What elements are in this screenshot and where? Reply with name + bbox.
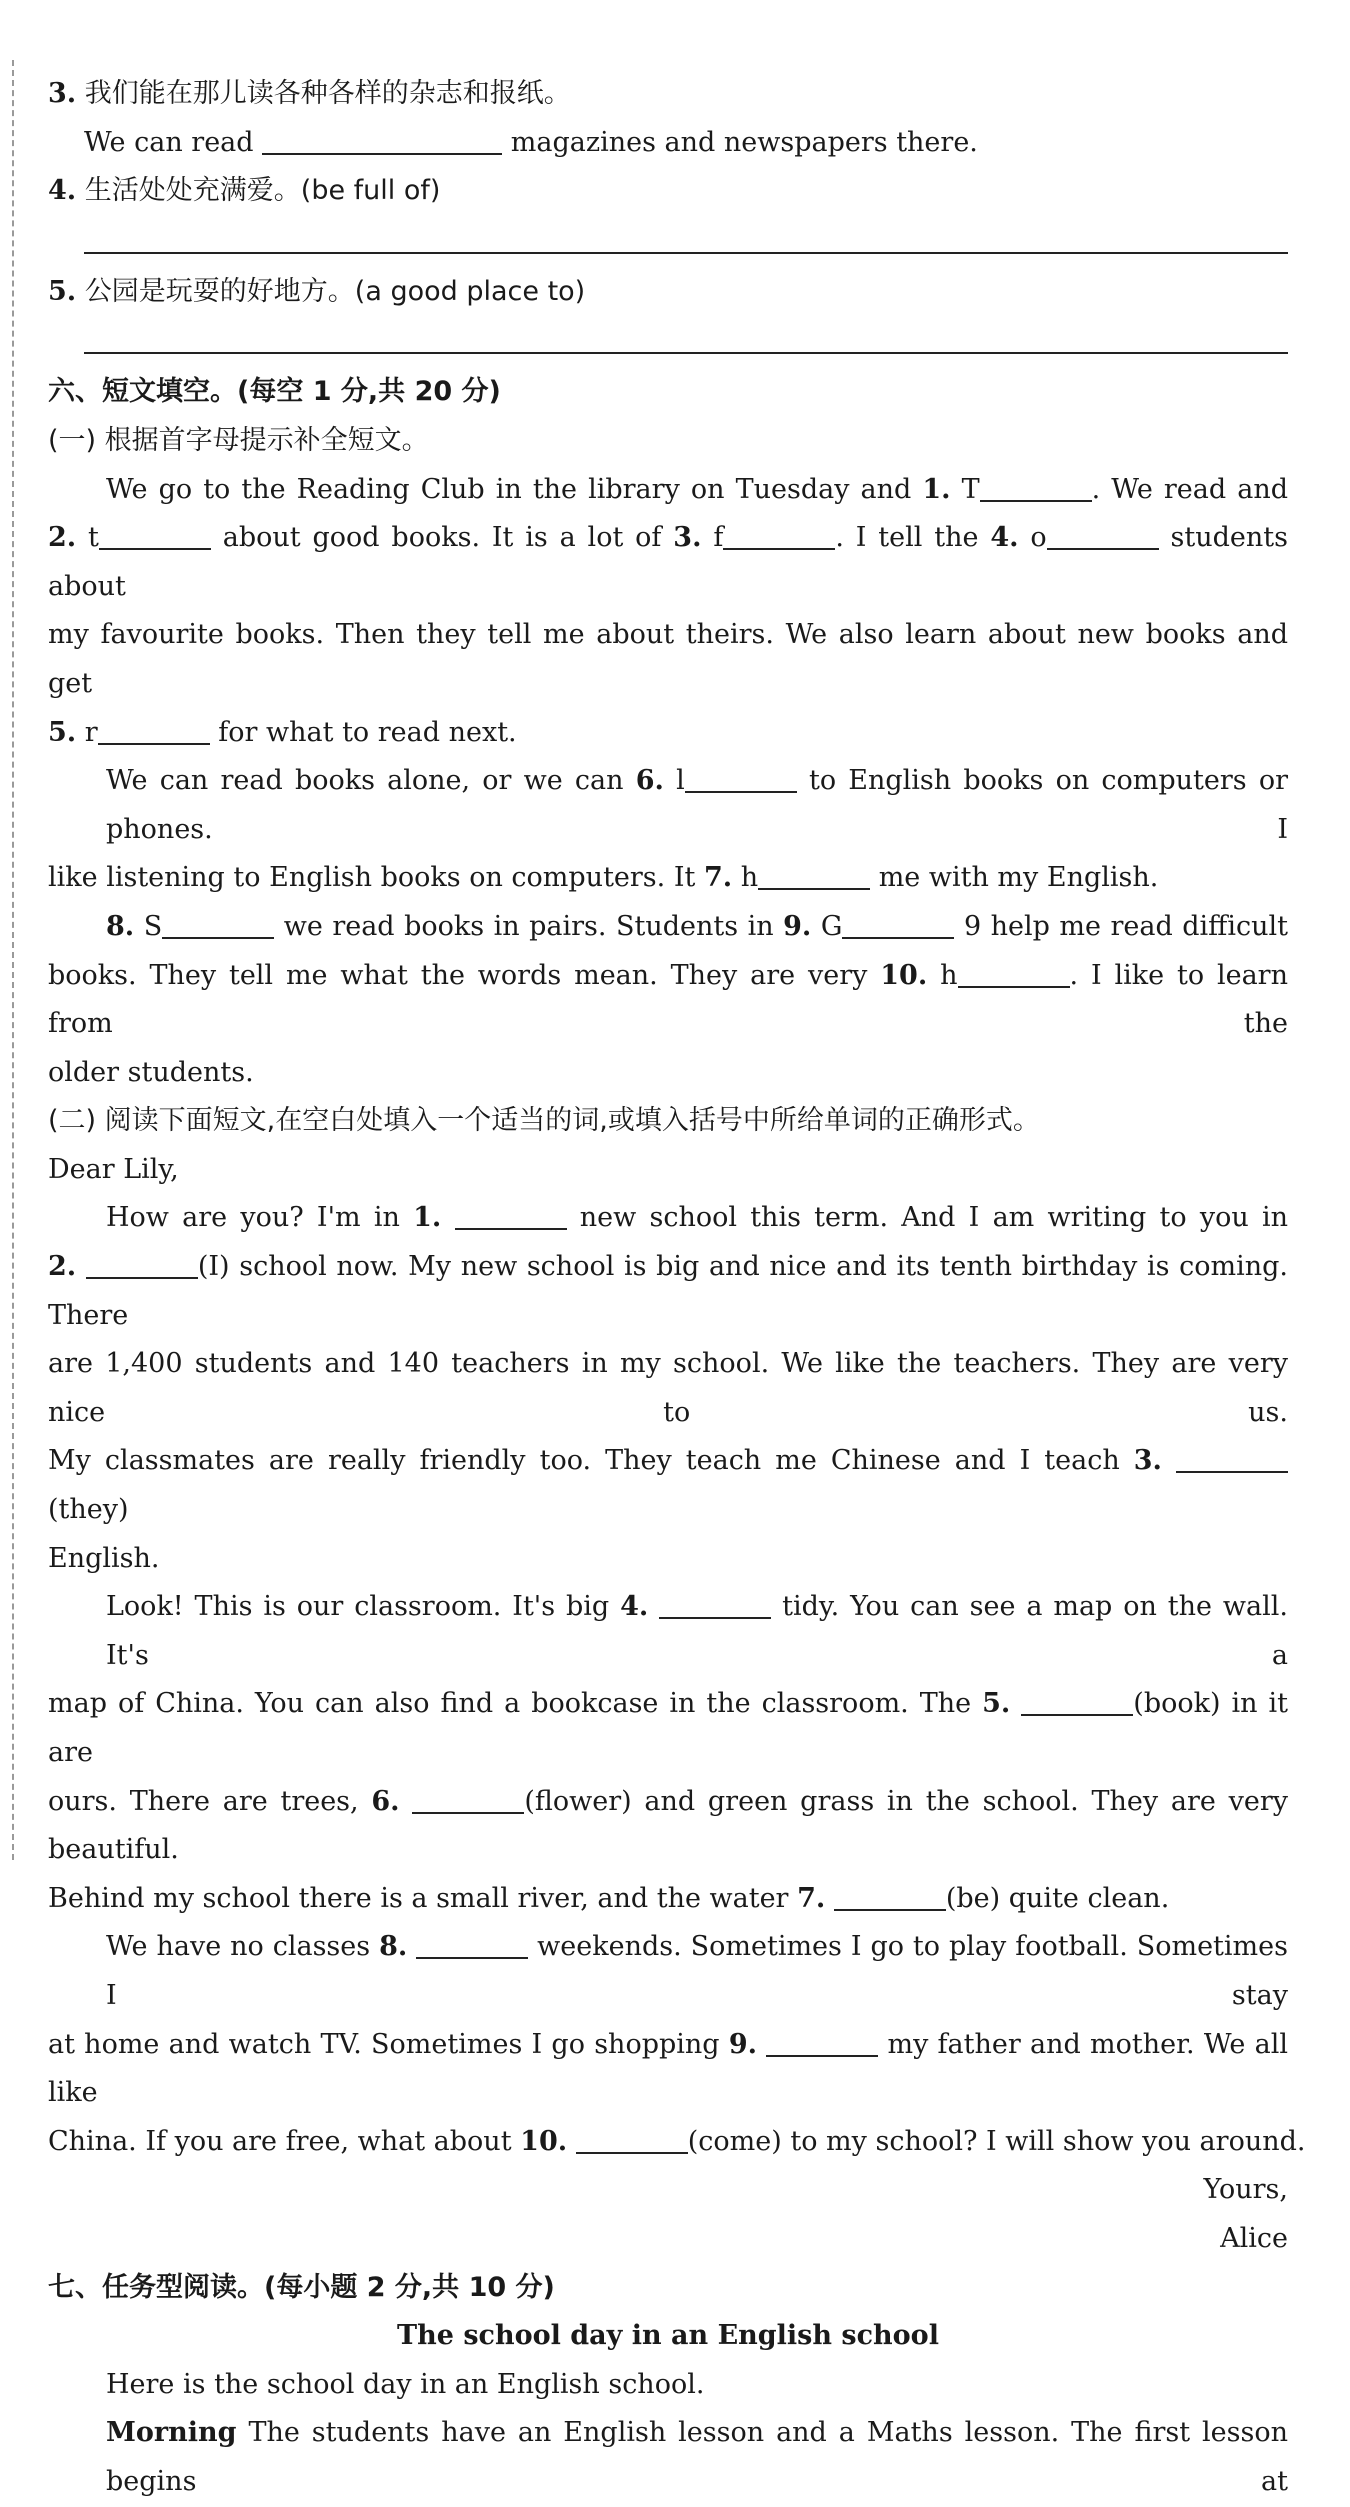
reading-morning-line: Morning The students have an English lesson and a Maths lesson. The first lesson begins at bbox=[106, 2417, 1288, 2497]
letter-blank-2[interactable] bbox=[86, 1249, 198, 1279]
letter-blank-6[interactable] bbox=[412, 1784, 524, 1814]
q3-chinese: 3. 我们能在那儿读各种各样的杂志和报纸。 bbox=[48, 78, 571, 109]
letter-line: We have no classes 8. weekends. Sometimes I go to play football. Sometimes I stay bbox=[106, 1931, 1288, 2011]
blank-9[interactable] bbox=[842, 909, 954, 939]
passage1-line: books. They tell me what the words mean. They are very 10. h . I like to learn from the bbox=[48, 959, 1288, 1040]
section-6-part1-title: (一) 根据首字母提示补全短文。 bbox=[48, 424, 429, 456]
q3-english: We can read magazines and newspapers there. bbox=[84, 126, 978, 158]
letter-closing: Yours, bbox=[1203, 2174, 1288, 2206]
letter-line: map of China. You can also find a bookcase in the classroom. The 5. (book) in it are bbox=[48, 1688, 1288, 1768]
passage1-line: like listening to English books on computers. It 7. h me with my English. bbox=[48, 862, 1159, 894]
blank-2[interactable] bbox=[99, 520, 211, 550]
letter-blank-9[interactable] bbox=[766, 2027, 878, 2057]
passage1-line: 5. r for what to read next. bbox=[48, 716, 517, 748]
letter-line: ours. There are trees, 6. (flower) and green grass in the school. They are very beautiful. bbox=[48, 1785, 1288, 1866]
reading-heading: The school day in an English school bbox=[397, 2320, 939, 2352]
letter-greeting: Dear Lily, bbox=[48, 1153, 179, 1185]
q3-answer-blank[interactable] bbox=[262, 125, 502, 155]
passage1-line: 2. t about good books. It is a lot of 3. f . I tell the 4. o students about bbox=[48, 522, 1288, 602]
passage1-line: We go to the Reading Club in the library on Tuesday and 1. T . We read and bbox=[106, 473, 1288, 505]
q4-chinese: 4. 生活处处充满爱。(be full of) bbox=[48, 175, 441, 207]
worksheet-page bbox=[48, 70, 1306, 2507]
reading-intro: Here is the school day in an English school. bbox=[106, 2368, 705, 2400]
letter-blank-8[interactable] bbox=[416, 1929, 528, 1959]
passage1-line: 8. S we read books in pairs. Students in 9. G 9 help me read difficult bbox=[106, 910, 1288, 942]
letter-blank-7[interactable] bbox=[834, 1881, 946, 1911]
blank-3[interactable] bbox=[723, 520, 835, 550]
letter-signature: Alice bbox=[1220, 2222, 1288, 2254]
q5-chinese: 5. 公园是玩耍的好地方。(a good place to) bbox=[48, 275, 586, 307]
letter-line: English. bbox=[48, 1542, 160, 1574]
blank-5[interactable] bbox=[98, 715, 210, 745]
passage1-line: We can read books alone, or we can 6. l to English books on computers or phones. I bbox=[106, 765, 1288, 845]
letter-blank-5[interactable] bbox=[1021, 1686, 1133, 1716]
letter-line: Look! This is our classroom. It's big 4. tidy. You can see a map on the wall. It's a bbox=[106, 1591, 1288, 1671]
letter-line: at home and watch TV. Sometimes I go shopping 9. my father and mother. We all like bbox=[48, 2028, 1288, 2109]
binding-margin-dashed-line bbox=[12, 60, 14, 1860]
q4-answer-line[interactable] bbox=[84, 222, 1288, 254]
blank-7[interactable] bbox=[758, 860, 870, 890]
letter-line: 2. (I) school now. My new school is big and nice and its tenth birthday is coming. There bbox=[48, 1251, 1288, 1331]
letter-blank-10[interactable] bbox=[576, 2124, 688, 2154]
blank-8[interactable] bbox=[162, 909, 274, 939]
letter-blank-4[interactable] bbox=[659, 1589, 771, 1619]
letter-line: are 1,400 students and 140 teachers in my school. We like the teachers. They are very nice to us. bbox=[48, 1348, 1288, 1428]
letter-line: Behind my school there is a small river, and the water 7. (be) quite clean. bbox=[48, 1882, 1170, 1914]
passage1-line: older students. bbox=[48, 1056, 254, 1088]
letter-line: China. If you are free, what about 10. (come) to my school? I will show you around. bbox=[48, 2125, 1306, 2157]
q5-answer-line[interactable] bbox=[84, 322, 1288, 354]
letter-blank-1[interactable] bbox=[455, 1200, 567, 1230]
blank-6[interactable] bbox=[685, 763, 797, 793]
blank-10[interactable] bbox=[958, 958, 1070, 988]
letter-blank-3[interactable] bbox=[1176, 1443, 1288, 1473]
section-6-title: 六、短文填空。(每空 1 分,共 20 分) bbox=[48, 376, 501, 408]
blank-4[interactable] bbox=[1047, 520, 1159, 550]
blank-1[interactable] bbox=[980, 472, 1092, 502]
section-6-part2-title: (二) 阅读下面短文,在空白处填入一个适当的词,或填入括号中所给单词的正确形式。 bbox=[48, 1105, 1040, 1137]
letter-line: How are you? I'm in 1. new school this term. And I am writing to you in bbox=[106, 1202, 1288, 1234]
passage1-line: my favourite books. Then they tell me about theirs. We also learn about new books and get bbox=[48, 619, 1288, 699]
letter-line: My classmates are really friendly too. They teach me Chinese and I teach 3. (they) bbox=[48, 1437, 1288, 1534]
section-7-title: 七、任务型阅读。(每小题 2 分,共 10 分) bbox=[48, 2271, 555, 2303]
